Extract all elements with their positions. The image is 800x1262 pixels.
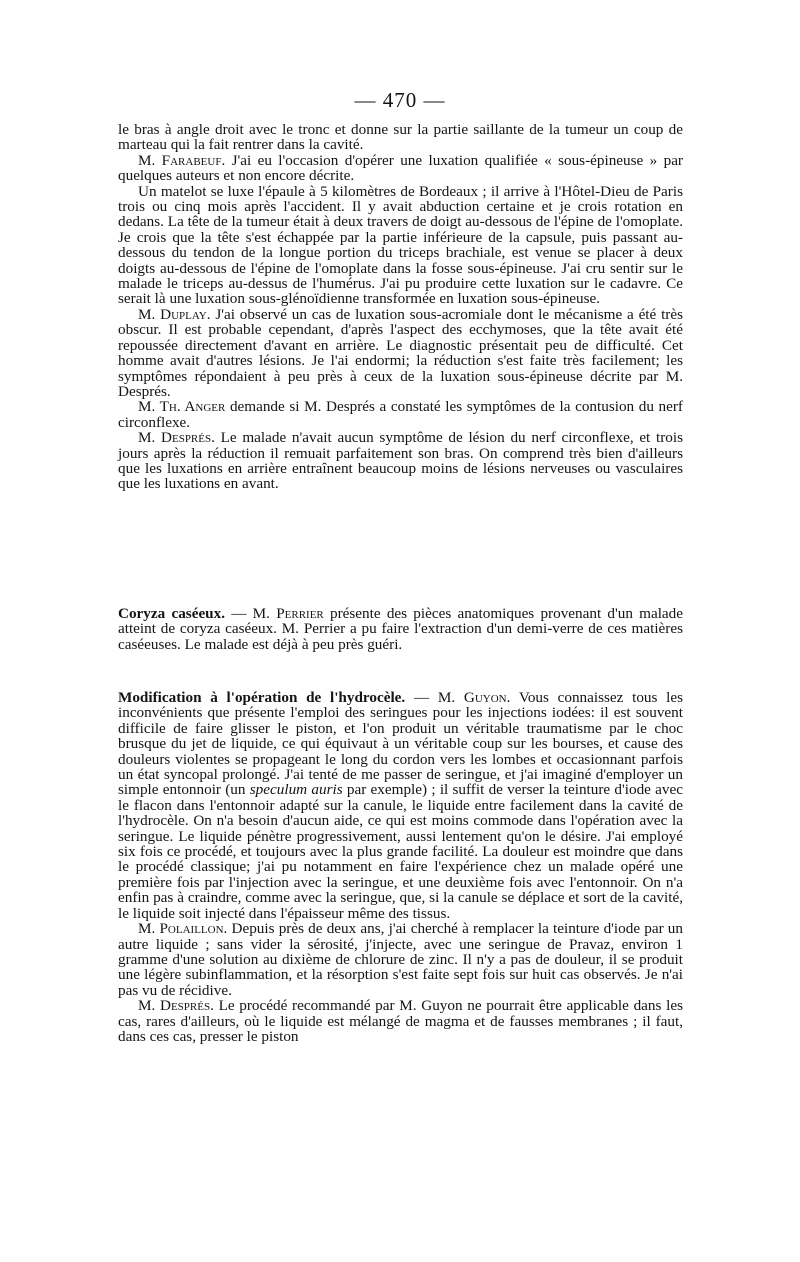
section-title: Coryza caséeux. bbox=[118, 605, 226, 622]
paragraph: Un matelot se luxe l'épaule à 5 kilomètres de Bordeaux ; il arrive à l'Hôtel-Dieu de Paris trois ou cinq mois après l'accident. Il y avait abduction certaine et je crois rotation en dedans. La tête de la tumeur était à deux travers de doigt au-dessous de l'épine de l'omoplate. Je crois que la tête s'est échappée par la partie inférieure de la capsule, puis passant au-dessous du tendon de la longue portion du triceps brachiale, est venue se placer à deux doigts au-dessous de l'épine de l'omoplate dans la fosse sous-épineuse. J'ai cru sentir sur le malade le triceps au-dessus de l'humérus. J'ai pu produire cette luxation sur le cadavre. Ce serait là une luxation sous-glénoïdienne transformée en luxation sous-épineuse. bbox=[118, 182, 683, 308]
paragraph-text: Vous connaissez tous les inconvénients que présente l'emploi des seringues pour les injections iodées: il est souvent difficile de faire glisser le piston, et l'on produit un véritable traumatisme par le choc brusque du jet de liquide, ce qui équivaut à un véritable coup sur les bourses, et cause des douleurs violentes se propageant le long du cordon vers les lombes et occasionnant parfois un état syncopal prolongé. J'ai tenté de me passer de seringue, et j'ai imaginé d'employer un simple entonnoir (un bbox=[118, 689, 684, 799]
speaker-name: M. Farabeuf. bbox=[138, 151, 226, 169]
page-number: — 470 — bbox=[354, 88, 446, 112]
title-dash: — bbox=[225, 605, 253, 622]
paragraph-text: présente des pièces anatomiques provenant d'un malade atteint de coryza caséeux. M. Perrier a pu faire l'extraction d'un demi-verre de ces matières caséeuses. Le malade est déjà à peu près guéri. bbox=[118, 605, 683, 653]
speaker-name: M. Després. bbox=[138, 997, 214, 1015]
title-dash: — bbox=[405, 689, 438, 706]
speaker-name: M. Perrier bbox=[252, 605, 324, 622]
paragraph-text: Le procédé recommandé par M. Guyon ne pourrait être applicable dans les cas, rares d'ailleurs, où le liquide est mélangé de magma et de fausses membranes ; il faut, dans ces cas, presser le piston bbox=[118, 997, 683, 1045]
paragraph-text: Le malade n'avait aucun symptôme de lésion du nerf circonflexe, et trois jours après la réduction il remuait parfaitement son bras. On comprend très bien d'ailleurs que les luxations en arrière entraînent beaucoup moins de lésions nerveuses ou vasculaires que les luxations en avant. bbox=[118, 429, 683, 493]
paragraph: le bras à angle droit avec le tronc et donne sur la partie saillante de la tumeur un coup de marteau qui la fait rentrer dans la cavité. bbox=[118, 121, 683, 154]
paragraph bbox=[118, 606, 683, 652]
text-block-luxation bbox=[118, 122, 683, 492]
paragraph-text: J'ai eu l'occasion d'opérer une luxation qualifiée « sous-épineuse » par quelques auteurs et non encore décrite. bbox=[118, 151, 683, 185]
speaker-name: M. Th. Anger bbox=[138, 398, 226, 416]
text-block-coryza bbox=[118, 606, 683, 652]
italic-term: speculum auris bbox=[249, 781, 343, 799]
paragraph-text: demande si M. Després a constaté les symptômes de la contusion du nerf circonflexe. bbox=[118, 398, 683, 431]
paragraph-text: Depuis près de deux ans, j'ai cherché à remplacer la teinture d'iode par un autre liquide ; sans vider la sérosité, j'injecte, avec une seringue de Pravaz, environ 1 gramme d'une solution au dixième de chlorure de zinc. Il n'y a pas de douleur, il se produit une légère subinflammation, et la résorption s'est faite sept fois sur huit cas observés. Je n'ai pas vu de récidive. bbox=[118, 920, 683, 999]
section-title: Modification à l'opération de l'hydrocèle. bbox=[118, 689, 406, 706]
paragraph bbox=[118, 998, 683, 1044]
paragraph-text: J'ai observé un cas de luxation sous-acromiale dont le mécanisme a été très obscur. Il est probable cependant, d'après l'aspect des ecchymoses, que la tête avait été repoussée directement d'avant en arrière. Le diagnostic présentait peu de difficulté. Cet homme avait d'autres lésions. Je l'ai endormi; la réduction s'est faite très facilement; les symptômes répondaient à peu près à ceux de la luxation sous-épineuse décrite par M. Després. bbox=[118, 305, 683, 400]
paragraph bbox=[118, 399, 683, 430]
paragraph bbox=[118, 921, 683, 998]
paragraph bbox=[118, 430, 683, 492]
paragraph bbox=[118, 690, 683, 921]
paragraph-text: par exemple) ; il suffit de verser la teinture d'iode avec le flacon dans l'entonnoir adapté sur la canule, le liquide entre facilement dans la cavité de l'hydrocèle. On n'a besoin d'aucun aide, ce qui est moins commode dans l'opération avec la seringue. Le liquide pénètre progressivement, aussi lentement qu'on le désire. J'ai employé six fois ce procédé, et toujours avec la plus grande facilité. La douleur est moindre que dans le procédé classique; j'ai pu notamment en faire l'expérience chez un malade opéré une première fois par l'injection avec la seringue, et une deuxième fois avec l'entonnoir. On n'a enfin pas à craindre, comme avec la seringue, que, si la canule se déplace et sort de la cavité, le liquide soit injecté dans l'épaisseur même des tissus. bbox=[118, 781, 683, 922]
speaker-name: M. Polaillon. bbox=[138, 920, 228, 938]
speaker-name: M. Guyon. bbox=[437, 689, 511, 706]
speaker-name: M. Duplay. bbox=[138, 305, 211, 323]
text-block-hydrocele bbox=[118, 690, 683, 1044]
speaker-name: M. Després. bbox=[138, 429, 215, 447]
paragraph bbox=[118, 307, 683, 399]
paragraph bbox=[118, 153, 683, 184]
